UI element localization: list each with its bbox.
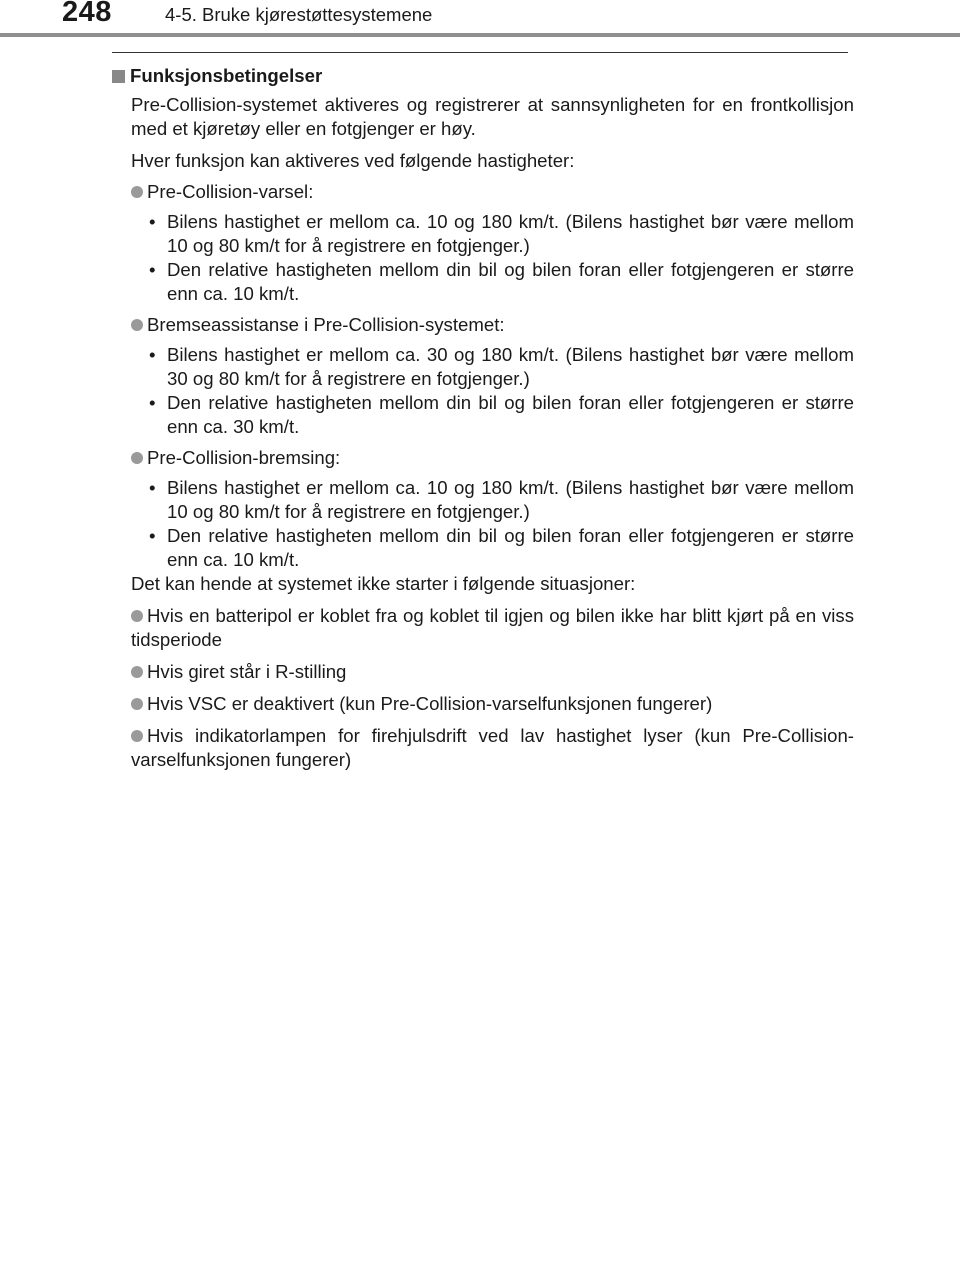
dot-bullet-icon xyxy=(131,186,143,198)
bullet-icon: • xyxy=(149,211,156,232)
situation-item xyxy=(131,692,854,716)
section-title: 4-5. Bruke kjørestøttesystemene xyxy=(165,4,433,25)
bullet-icon: • xyxy=(149,344,156,365)
sub-item xyxy=(149,210,854,258)
square-bullet-icon xyxy=(112,70,125,83)
section-heading xyxy=(112,64,854,88)
content-divider xyxy=(112,52,848,53)
dot-bullet-icon xyxy=(131,666,143,678)
function-label: Pre-Collision-varsel: xyxy=(147,181,314,202)
bullet-icon: • xyxy=(149,392,156,413)
sub-list xyxy=(149,210,854,306)
sub-item xyxy=(149,391,854,439)
bullet-icon: • xyxy=(149,525,156,546)
sub-item-text: Bilens hastighet er mellom ca. 30 og 180 km/t. (Bilens hastighet bør være mellom 30 og 80 km/t for å registrere en fotgjenger.) xyxy=(167,344,854,389)
sub-item xyxy=(149,524,854,572)
sub-item-text: Den relative hastigheten mellom din bil og bilen foran eller fotgjengeren er større enn ca. 10 km/t. xyxy=(167,525,854,570)
bullet-icon: • xyxy=(149,477,156,498)
page-number: 248 xyxy=(62,0,112,28)
sub-item-text: Den relative hastigheten mellom din bil og bilen foran eller fotgjengeren er større enn ca. 30 km/t. xyxy=(167,392,854,437)
bullet-icon: • xyxy=(149,259,156,280)
page-content xyxy=(112,64,854,772)
situation-text: Hvis giret står i R-stilling xyxy=(147,661,347,682)
situations-intro: Det kan hende at systemet ikke starter i følgende situasjoner: xyxy=(131,573,636,594)
sub-item-text: Bilens hastighet er mellom ca. 10 og 180 km/t. (Bilens hastighet bør være mellom 10 og 80 km/t for å registrere en fotgjenger.) xyxy=(167,477,854,522)
dot-bullet-icon xyxy=(131,452,143,464)
intro-paragraph: Pre-Collision-systemet aktiveres og registrerer at sannsynligheten for en frontkollisjon med et kjøretøy eller en fotgjenger er høy. xyxy=(131,94,854,139)
function-label: Pre-Collision-bremsing: xyxy=(147,447,341,468)
function-item xyxy=(131,446,854,470)
situation-item xyxy=(131,604,854,652)
situation-item xyxy=(131,660,854,684)
situation-text: Hvis en batteripol er koblet fra og koblet til igjen og bilen ikke har blitt kjørt på en viss tidsperiode xyxy=(131,605,854,650)
sub-item xyxy=(149,476,854,524)
sub-item-text: Bilens hastighet er mellom ca. 10 og 180 km/t. (Bilens hastighet bør være mellom 10 og 80 km/t for å registrere en fotgjenger.) xyxy=(167,211,854,256)
situation-text: Hvis VSC er deaktivert (kun Pre-Collision-varselfunksjonen fungerer) xyxy=(147,693,713,714)
dot-bullet-icon xyxy=(131,610,143,622)
sub-item xyxy=(149,258,854,306)
heading-text: Funksjonsbetingelser xyxy=(130,65,323,86)
function-item xyxy=(131,180,854,204)
situation-item xyxy=(131,724,854,772)
sub-list xyxy=(149,343,854,439)
function-item xyxy=(131,313,854,337)
dot-bullet-icon xyxy=(131,698,143,710)
header-rule xyxy=(0,33,960,37)
sub-list xyxy=(149,476,854,572)
page-header xyxy=(0,0,960,40)
function-label: Bremseassistanse i Pre-Collision-systemet: xyxy=(147,314,505,335)
dot-bullet-icon xyxy=(131,730,143,742)
sub-item xyxy=(149,343,854,391)
dot-bullet-icon xyxy=(131,319,143,331)
speeds-intro: Hver funksjon kan aktiveres ved følgende hastigheter: xyxy=(131,150,575,171)
situation-text: Hvis indikatorlampen for firehjulsdrift ved lav hastighet lyser (kun Pre-Collision-varselfunksjonen fungerer) xyxy=(131,725,854,770)
sub-item-text: Den relative hastigheten mellom din bil og bilen foran eller fotgjengeren er større enn ca. 10 km/t. xyxy=(167,259,854,304)
